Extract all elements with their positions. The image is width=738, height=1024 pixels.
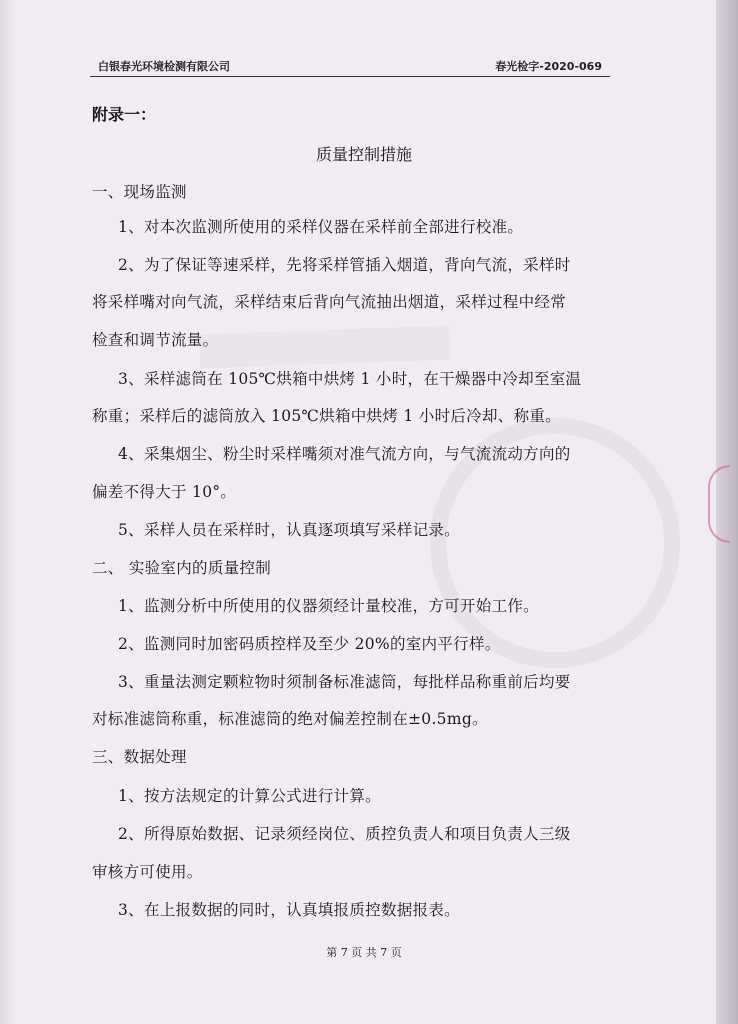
paragraph-line: 1、按方法规定的计算公式进行计算。: [118, 787, 381, 805]
paragraph-line: 3、重量法测定颗粒物时须制备标准滤筒，每批样品称重前后均要: [118, 673, 571, 691]
paragraph-line: 1、监测分析中所使用的仪器须经计量校准，方可开始工作。: [118, 597, 539, 615]
paragraph-line: 称重；采样后的滤筒放入 105℃烘箱中烘烤 1 小时后冷却、称重。: [92, 407, 561, 425]
document-number: 春光检字-2020-069: [495, 60, 602, 73]
paragraph-line: 2、所得原始数据、记录须经岗位、质控负责人和项目负责人三级: [118, 825, 571, 843]
paragraph-line: 将采样嘴对向气流，采样结束后背向气流抽出烟道，采样过程中经常: [92, 293, 567, 311]
paragraph-line: 检查和调节流量。: [92, 331, 219, 349]
company-name: 白银春光环境检测有限公司: [98, 60, 230, 73]
section-heading: 三、数据处理: [92, 748, 187, 766]
paragraph-line: 对标准滤筒称重，标准滤筒的绝对偏差控制在±0.5mg。: [92, 710, 488, 728]
page-header: [90, 54, 610, 77]
paragraph-line: 审核方可使用。: [92, 863, 203, 881]
paragraph-line: 5、采样人员在采样时，认真逐项填写采样记录。: [118, 521, 460, 539]
appendix-title: 附录一：: [92, 105, 157, 124]
main-title: 质量控制措施: [315, 145, 412, 164]
page-number: 第 7 页 共 7 页: [326, 946, 402, 959]
bleed-through-mark: [199, 326, 450, 369]
paragraph-line: 3、在上报数据的同时，认真填报质控数据报表。: [118, 901, 460, 919]
section-heading: 二、 实验室内的质量控制: [92, 559, 272, 577]
paragraph-line: 2、为了保证等速采样，先将采样管插入烟道，背向气流，采样时: [118, 256, 571, 274]
paragraph-line: 1、对本次监测所使用的采样仪器在采样前全部进行校准。: [118, 218, 524, 236]
seal-fragment-icon: [708, 465, 730, 543]
paragraph-line: 偏差不得大于 10°。: [92, 483, 237, 501]
section-heading: 一、现场监测: [92, 183, 187, 201]
paragraph-line: 4、采集烟尘、粉尘时采样嘴须对准气流方向，与气流流动方向的: [118, 445, 571, 463]
paragraph-line: 2、监测同时加密码质控样及至少 20%的室内平行样。: [118, 635, 501, 653]
paragraph-line: 3、采样滤筒在 105℃烘箱中烘烤 1 小时，在干燥器中冷却至室温: [118, 370, 582, 388]
